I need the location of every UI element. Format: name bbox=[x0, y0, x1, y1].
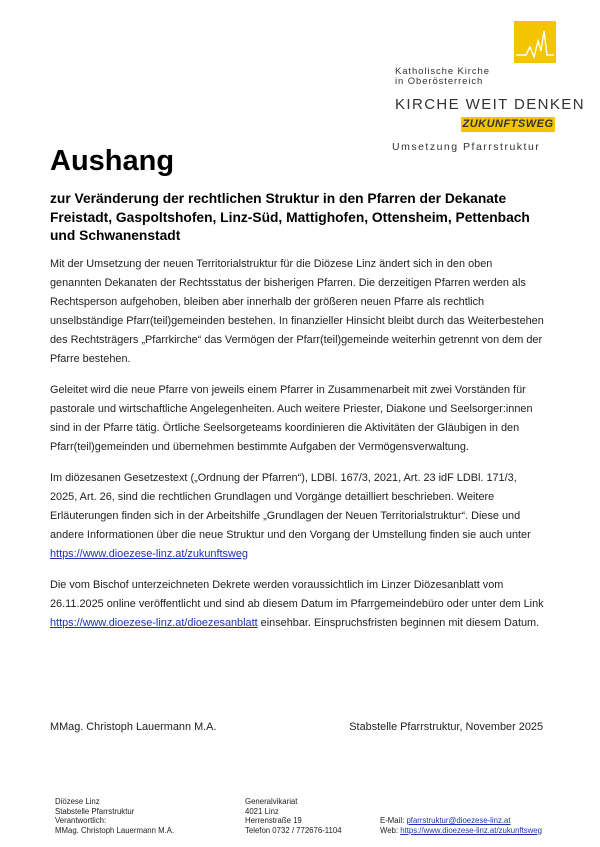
email-link[interactable]: pfarrstruktur@dioezese-linz.at bbox=[406, 816, 511, 825]
slogan: KIRCHE WEIT DENKEN bbox=[395, 96, 585, 113]
logo-heartbeat-icon bbox=[514, 21, 556, 63]
page-title: Aushang bbox=[50, 145, 175, 177]
footer-line: Diözese Linz bbox=[55, 797, 100, 806]
footer-web-row bbox=[380, 826, 542, 836]
footer-email-row bbox=[380, 816, 542, 826]
footer-line: Herrenstraße 19 bbox=[245, 816, 302, 825]
footer-line: 4021 Linz bbox=[245, 806, 279, 816]
footer-address-2 bbox=[245, 797, 342, 835]
paragraph-4-text-before: Die vom Bischof unterzeichneten Dekrete werden voraussichtlich im Linzer Diözesanblatt vom 26.11.2025 online veröffentlicht und sind ab diesem Datum im Pfarrgemeindebüro oder unter dem Link bbox=[50, 579, 544, 610]
org-name bbox=[395, 67, 513, 87]
footer-contact bbox=[380, 816, 542, 835]
footer-line: Stabstelle Pfarrstruktur bbox=[55, 806, 135, 816]
org-line-1: Katholische Kirche bbox=[395, 66, 490, 77]
web-link[interactable]: https://www.dioezese-linz.at/zukunftsweg bbox=[400, 825, 542, 835]
footer-line: MMag. Christoph Lauermann M.A. bbox=[55, 825, 175, 835]
paragraph-3-text: Im diözesanen Gesetzestext („Ordnung der Pfarren“), LDBl. 167/3, 2021, Art. 23 idF LDBl. 171/3, 2025, Art. 26, sind die rechtlichen Grundlagen und Vorgänge detailliert beschrieben. Weitere Erläuterungen finden sich in der Arbeitshilfe „Grundlagen der Neuen Territorialstruktur“. Diese und andere Informationen über die neue Struktur und den Vorgang der Umstellung finden sie auch unter bbox=[50, 472, 531, 541]
dioezesanblatt-link[interactable]: https://www.dioezese-linz.at/dioezesanblatt bbox=[50, 617, 258, 629]
zukunftsweg-link[interactable]: https://www.dioezese-linz.at/zukunftsweg bbox=[50, 548, 248, 560]
zukunftsweg-badge: ZUKUNFTSWEG bbox=[462, 118, 554, 130]
email-label: E-Mail: bbox=[380, 816, 405, 825]
footer-address-1 bbox=[55, 797, 174, 835]
signature-date: Stabstelle Pfarrstruktur, November 2025 bbox=[349, 721, 543, 733]
paragraph-3 bbox=[50, 469, 545, 564]
logo bbox=[514, 21, 556, 63]
paragraph-4-text-after: einsehbar. Einspruchsfristen beginnen mit diesem Datum. bbox=[260, 617, 540, 629]
footer-line: Generalvikariat bbox=[245, 797, 298, 806]
paragraph-1: Mit der Umsetzung der neuen Territorialstruktur für die Diözese Linz ändert sich in den oben genannten Dekanaten der Rechtsstatus der bisherigen Pfarren. Die derzeitigen Pfarren werden als Rechtsperson aufgehoben, bleiben aber innerhalb der größeren neuen Pfarre als rechtlich unselbständige Pfarr(teil)gemeinden bestehen. In finanzieller Hinsicht bleibt durch das Weiterbestehen des Rechtsträgers „Pfarrkirche“ das Vermögen der Pfarr(teil)gemeinde weiterhin getrennt von dem der Pfarre bestehen. bbox=[50, 258, 544, 365]
paragraph-2: Geleitet wird die neue Pfarre von jeweils einem Pfarrer in Zusammenarbeit mit zwei Vorständen für pastorale und wirtschaftliche Angelegenheiten. Auch weitere Priester, Diakone und Seelsorger:innen sind in der Pfarre tätig. Örtliche Seelsorgeteams koordinieren die Aktivitäten der Gläubigen in den Pfarr(teil)gemeinden und übernehmen bestimmte Aufgaben der Vermögensverwaltung. bbox=[50, 384, 533, 453]
org-line-2: in Oberösterreich bbox=[395, 76, 484, 87]
body-text bbox=[50, 255, 545, 645]
footer-line: Verantwortlich: bbox=[55, 816, 107, 825]
footer-line: Telefon 0732 / 772676-1104 bbox=[245, 825, 342, 835]
tagline: Umsetzung Pfarrstruktur bbox=[392, 141, 541, 153]
web-label: Web: bbox=[380, 825, 399, 835]
paragraph-4 bbox=[50, 576, 545, 633]
subtitle: zur Veränderung der rechtlichen Struktur in den Pfarren der Dekanate Freistadt, Gaspoltshofen, Linz-Süd, Mattighofen, Ottensheim, Pettenbach und Schwanenstadt bbox=[50, 191, 530, 243]
signature-name: MMag. Christoph Lauermann M.A. bbox=[50, 721, 217, 733]
